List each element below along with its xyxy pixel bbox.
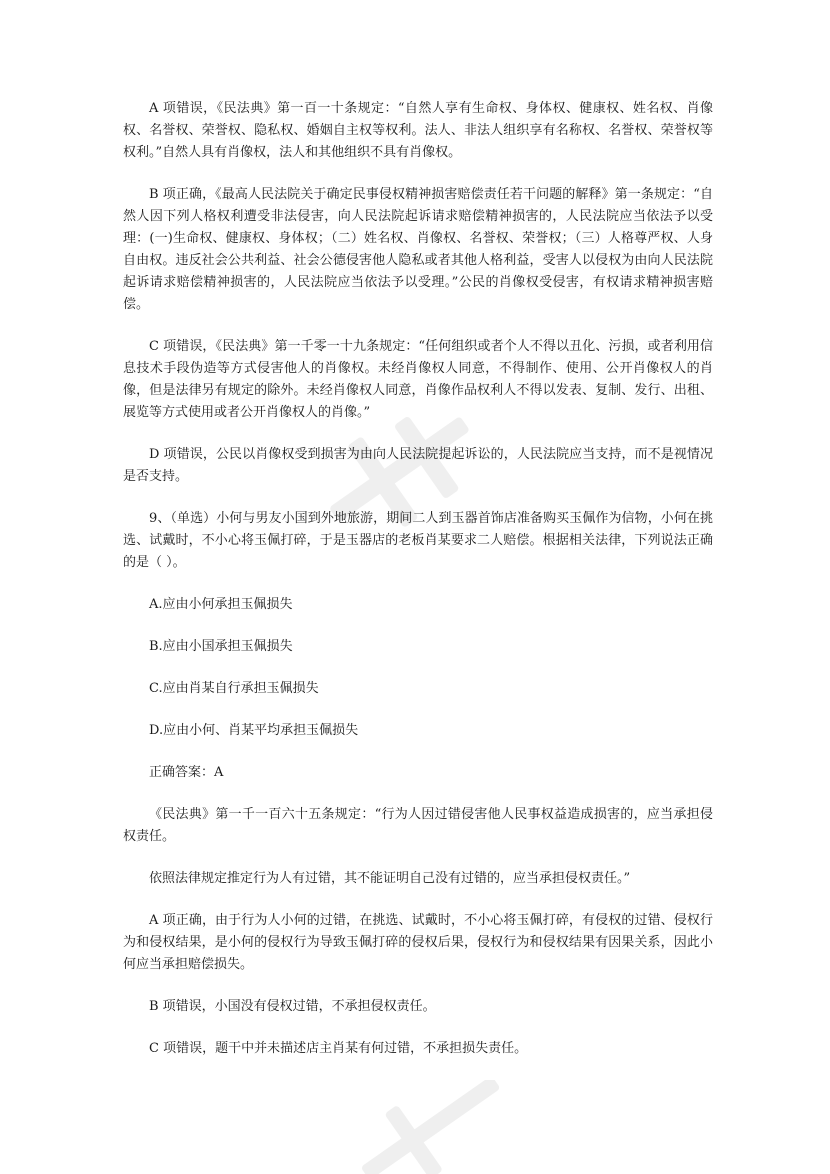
- explanation-q9-b: B 项错误，小国没有侵权过错，不承担侵权责任。: [149, 999, 436, 1014]
- explanation-q8-b: B 项正确，《最高人民法院关于确定民事侵权精神损害赔偿责任若干问题的解释》第一条规定：“自然人因下列人格权利遭受非法侵害，向人民法院起诉请求赔偿精神损害的，人民法院应当依法予以受理：(一)生命权、健康权、身体权；（二）姓名权、肖像权、名誉权、荣誉权；（三）人格尊严权、人身自由权。违反社会公共利益、社会公德侵害他人隐私或者其他人格利益，受害人以侵权为由向人民法院起诉请求赔偿精神损害的，人民法院应当依法予以受理。”公民的肖像权受侵害，有权请求精神损害赔偿。: [123, 187, 713, 312]
- explanation-q8-c: C 项错误，《民法典》第一千零一十九条规定：“任何组织或者个人不得以丑化、污损，或者利用信息技术手段伪造等方式侵害他人的肖像权。未经肖像权人同意，不得制作、使用、公开肖像权人的肖像，但是法律另有规定的除外。未经肖像权人同意，肖像作品权利人不得以发表、复制、发行、出租、展览等方式使用或者公开肖像权人的肖像。”: [123, 339, 713, 420]
- explanation-q8-a: A 项错误，《民法典》第一百一十条规定：“自然人享有生命权、身体权、健康权、姓名权、肖像权、名誉权、荣誉权、隐私权、婚姻自主权等权利。法人、非法人组织享有名称权、名誉权、荣誉权等权利。”自然人具有肖像权，法人和其他组织不具有肖像权。: [123, 101, 713, 160]
- explanation-q8-d: D 项错误，公民以肖像权受到损害为由向人民法院提起诉讼的，人民法院应当支持，而不是视情况是否支持。: [123, 447, 713, 484]
- question-9-answer: 正确答案：A: [149, 765, 224, 780]
- question-9-option-d: D.应由小何、肖某平均承担玉佩损失: [149, 723, 359, 738]
- document-body: [123, 98, 713, 1080]
- explanation-q9-c: C 项错误，题干中并未描述店主肖某有何过错，不承担损失责任。: [149, 1041, 528, 1056]
- question-9-law-2: 依照法律规定推定行为人有过错，其不能证明自己没有过错的，应当承担侵权责任。”: [149, 871, 631, 886]
- question-9-option-b: B.应由小国承担玉佩损失: [149, 639, 293, 654]
- explanation-q9-a: A 项正确，由于行为人小何的过错，在挑选、试戴时，不小心将玉佩打碎，有侵权的过错、侵权行为和侵权结果，是小何的侵权行为导致玉佩打碎的侵权后果，侵权行为和侵权结果有因果关系，因此小何应当承担赔偿损失。: [123, 913, 713, 972]
- question-9-option-a: A.应由小何承担玉佩损失: [149, 597, 293, 612]
- question-9-option-c: C.应由肖某自行承担玉佩损失: [149, 681, 319, 696]
- question-9-stem: 9、（单选）小何与男友小国到外地旅游，期间二人到玉器首饰店准备购买玉佩作为信物，小何在挑选、试戴时，不小心将玉佩打碎，于是玉器店的老板肖某要求二人赔偿。根据相关法律，下列说法正确的是（ ）。: [123, 511, 713, 570]
- watermark-icon: [340, 1080, 520, 1174]
- question-9-law-1: 《民法典》第一千一百六十五条规定：“行为人因过错侵害他人民事权益造成损害的，应当承担侵权责任。: [123, 807, 713, 844]
